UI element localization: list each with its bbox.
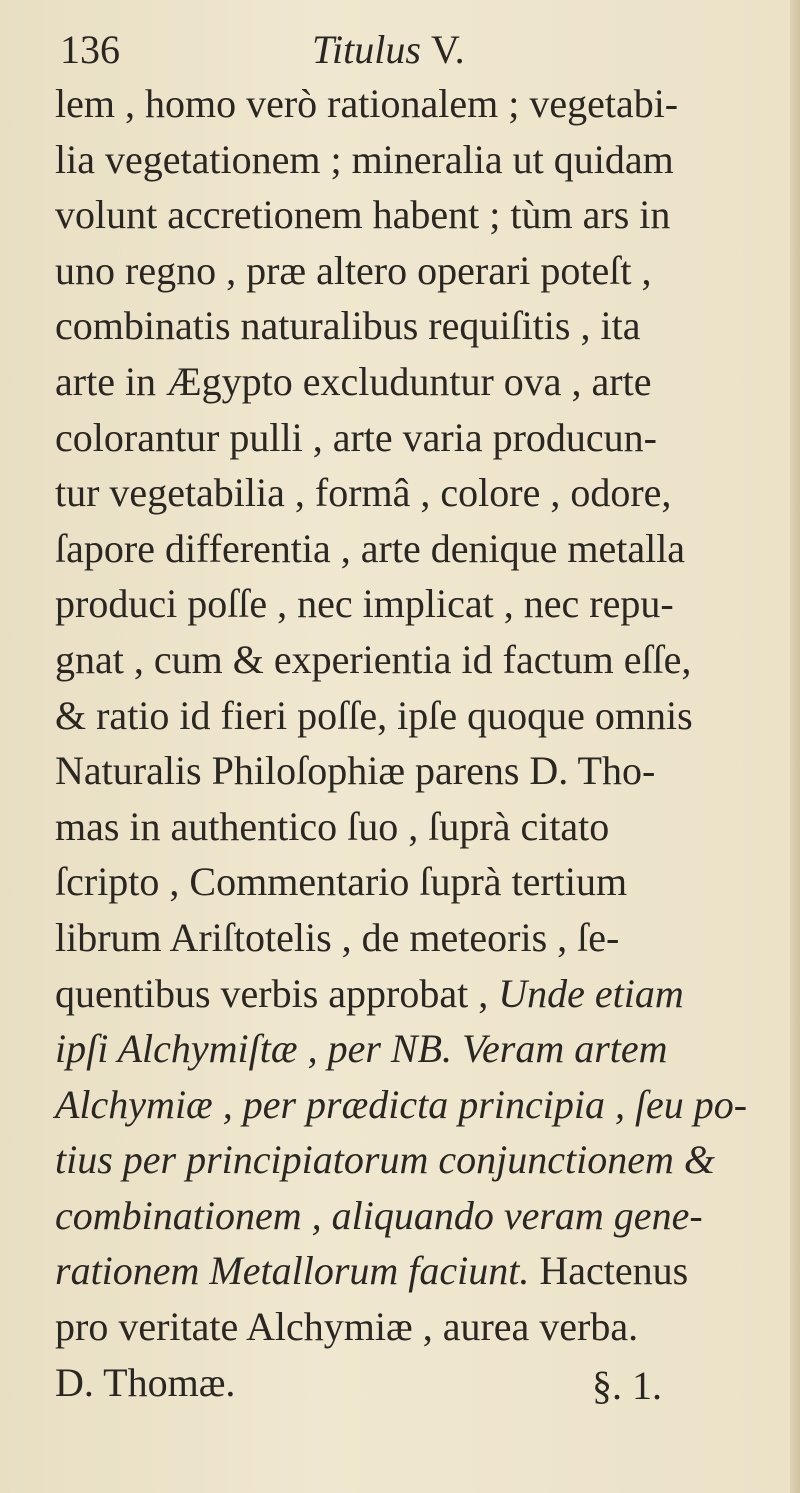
- text-line: [55, 1299, 795, 1355]
- italic-text-segment: rationem Metallorum faciunt.: [55, 1248, 530, 1294]
- text-line: [55, 298, 795, 354]
- text-segment: volunt accretionem habent ; tùm ars in: [55, 192, 671, 238]
- text-line: [55, 76, 795, 132]
- text-line: [55, 910, 795, 966]
- italic-text-segment: ipſi Alchymiſtæ , per NB. Veram artem: [55, 1026, 668, 1072]
- text-segment: lia vegetationem ; mineralia ut quidam: [55, 136, 674, 182]
- text-line: [55, 243, 795, 299]
- text-segment: ſapore differentia , arte denique metalla: [55, 525, 686, 571]
- text-line: [55, 966, 795, 1022]
- page-header: [60, 22, 620, 78]
- text-line: [55, 1021, 795, 1077]
- italic-text-segment: tius per principiatorum conjunctionem &: [55, 1137, 715, 1183]
- text-line: [55, 632, 795, 688]
- running-title-text: Titulus: [312, 27, 421, 72]
- text-line: [55, 410, 795, 466]
- text-line: [55, 187, 795, 243]
- text-segment: Hactenus: [529, 1248, 689, 1294]
- italic-text-segment: Unde etiam: [498, 970, 684, 1016]
- text-line: [55, 1132, 795, 1188]
- text-segment: combinatis naturalibus requiſitis , ita: [55, 303, 641, 349]
- italic-text-segment: Alchymiæ , per prædicta principia , ſeu po-: [55, 1081, 748, 1127]
- text-segment: D. Thomæ.: [55, 1359, 236, 1405]
- text-segment: arte in Ægypto excluduntur ova , arte: [55, 358, 652, 404]
- text-segment: ſcripto , Commentario ſuprà tertium: [55, 859, 628, 905]
- text-line: [55, 132, 795, 188]
- catchword: §. 1.: [592, 1363, 662, 1408]
- text-segment: librum Ariſtotelis , de meteoris , ſe-: [55, 914, 620, 960]
- text-segment: gnat , cum & experientia id factum eſſe,: [55, 636, 692, 682]
- text-line: [55, 521, 795, 577]
- text-segment: uno regno , præ altero operari poteſt ,: [55, 247, 652, 293]
- body-text: [55, 76, 795, 1410]
- text-line: [55, 354, 795, 410]
- text-line: [55, 1188, 795, 1244]
- text-line: [55, 1355, 795, 1411]
- title-number: V.: [430, 27, 465, 72]
- text-line: [55, 743, 795, 799]
- italic-text-segment: combinationem , aliquando veram gene-: [55, 1192, 703, 1238]
- text-segment: produci poſſe , nec implicat , nec repu-: [55, 581, 674, 627]
- page-number: 136: [60, 27, 120, 72]
- running-title: [312, 22, 465, 78]
- text-segment: mas in authentico ſuo , ſuprà citato: [55, 803, 610, 849]
- text-segment: lem , homo verò rationalem ; vegetabi-: [55, 81, 679, 126]
- text-line: [55, 688, 795, 744]
- text-line: [55, 799, 795, 855]
- text-line: [55, 1243, 795, 1299]
- text-segment: quentibus verbis approbat ,: [55, 970, 499, 1016]
- text-segment: tur vegetabilia , formâ , colore , odore,: [55, 470, 672, 516]
- text-line: [55, 1077, 795, 1133]
- text-segment: colorantur pulli , arte varia producun-: [55, 414, 657, 460]
- text-line: [55, 465, 795, 521]
- text-segment: pro veritate Alchymiæ , aurea verba.: [55, 1304, 639, 1350]
- text-line: [55, 854, 795, 910]
- text-segment: & ratio id fieri poſſe, ipſe quoque omnis: [55, 692, 693, 738]
- text-segment: Naturalis Philoſophiæ parens D. Tho-: [55, 748, 656, 794]
- text-line: [55, 576, 795, 632]
